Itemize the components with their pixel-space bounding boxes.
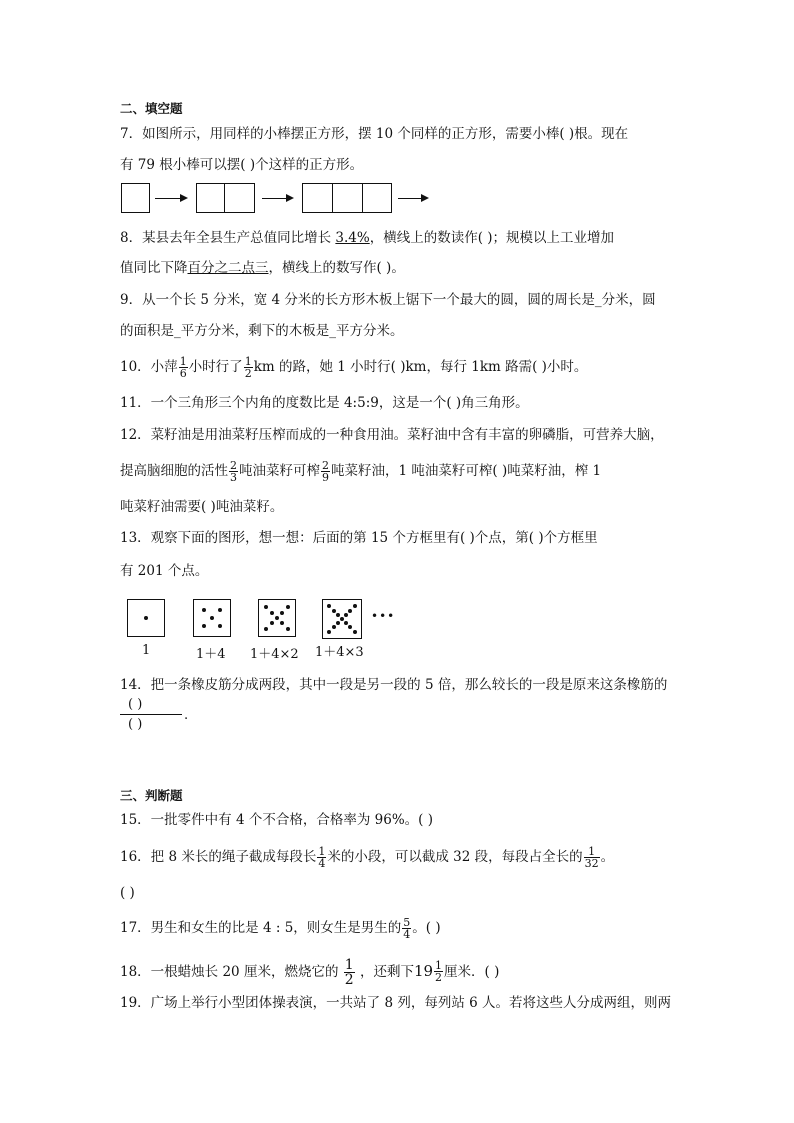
numerator: 1 [344, 957, 354, 973]
dot [286, 605, 290, 609]
dot [280, 621, 284, 625]
square-2b [224, 183, 255, 213]
section-title-judge: 三、判断题 [120, 788, 183, 803]
numerator: 1 [318, 845, 326, 858]
dot [332, 609, 336, 613]
dot [280, 611, 284, 615]
numerator: 2 [322, 459, 329, 472]
q14-line1: 14．把一条橡皮筋分成两段，其中一段是另一段的 5 倍，那么较长的一段是原来这条橡筋的 [120, 677, 668, 693]
dot [327, 630, 331, 634]
q18-line [120, 958, 499, 987]
q19-line: 19．广场上举行小型团体操表演，一共站了 8 列，每列站 6 人。若将这些人分成两组，则两 [120, 995, 672, 1011]
q17-line [120, 917, 441, 940]
square-3a [302, 183, 333, 213]
numerator: 1 [179, 355, 187, 368]
square-3b [332, 183, 363, 213]
q16-fraction-1 [317, 846, 326, 869]
denominator: 6 [179, 367, 187, 380]
denominator: 32 [584, 857, 599, 870]
q16-line2: ( ) [120, 885, 135, 901]
q12-text-c: 吨菜籽油，1 吨油菜籽可榨( )吨菜籽油，榨 1 [331, 463, 602, 479]
square-1 [121, 183, 150, 213]
q12-line1: 12．菜籽油是用油菜籽压榨而成的一种食用油。菜籽油中含有丰富的卵磷脂，可营养大脑， [120, 427, 664, 443]
q13-line2: 有 201 个点。 [120, 563, 209, 579]
denominator: 3 [230, 471, 237, 484]
numerator: 1 [584, 846, 600, 858]
section-title-fill: 二、填空题 [120, 101, 183, 116]
q7-line2: 有 79 根小棒可以摆( )个这样的正方形。 [120, 157, 364, 173]
q10-text-b: 小时行了 [188, 359, 243, 375]
q7-line1: 7．如图所示，用同样的小棒摆正方形，摆 10 个同样的正方形，需要小棒( )根。现在 [120, 126, 629, 142]
dot [286, 627, 290, 631]
q12-line3: 吨菜籽油需要( )吨油菜籽。 [120, 499, 284, 515]
dot [336, 621, 340, 625]
q12-line2 [120, 460, 601, 483]
denominator: 4 [318, 857, 326, 870]
numerator: 2 [230, 459, 237, 472]
square-3c [362, 183, 392, 213]
square-2a [196, 183, 225, 213]
arrow-1-head [180, 194, 188, 202]
arrow-3 [398, 198, 422, 199]
q9-line1: 9．从一个长 5 分米，宽 4 分米的长方形木板上锯下一个最大的圆，圆的周长是_分米，圆 [120, 292, 656, 308]
caption-2: 1＋4 [196, 647, 226, 662]
dot [348, 625, 352, 629]
q10-line [120, 356, 587, 379]
q18-text-c: 厘米．( ) [444, 964, 500, 980]
caption-4: 1＋4×3 [315, 645, 364, 660]
arrow-2-head [286, 194, 294, 202]
q16-line1 [120, 846, 614, 869]
dot-box-4 [322, 599, 362, 639]
dot [353, 604, 357, 608]
q8-underlined-words: 百分之二点三 [187, 260, 269, 276]
q10-text-a: 10．小萍 [120, 359, 178, 375]
q12-fraction-2 [321, 460, 330, 483]
dot [332, 625, 336, 629]
q16-text-a: 16．把 8 米长的绳子截成每段长 [120, 849, 317, 865]
q14-denominator: ( ) [128, 717, 143, 732]
denominator: 2 [344, 972, 354, 988]
q16-text-c: 。 [600, 849, 615, 865]
fraction-bar [120, 714, 182, 715]
caption-3: 1＋4×2 [250, 647, 299, 662]
dot [270, 611, 274, 615]
dot [344, 621, 348, 625]
q17-text-b: 。( ) [412, 920, 441, 936]
q14-period: . [184, 708, 189, 723]
numerator: 1 [435, 958, 443, 972]
dot-box-2 [193, 599, 231, 637]
dot [344, 613, 348, 617]
q8-line1 [120, 228, 614, 248]
q8-text-e: ，横线上的数写作( )。 [268, 260, 405, 276]
q18-fraction [344, 958, 355, 987]
dot [210, 616, 214, 620]
dot [270, 621, 274, 625]
q18-text-b: ，还剩下 [355, 964, 414, 980]
q16-fraction-2 [584, 846, 600, 869]
denominator: 4 [403, 928, 411, 941]
q12-text-a: 提高脑细胞的活性 [120, 463, 228, 479]
dot [264, 605, 268, 609]
q18-text-a: 18．一根蜡烛长 20 厘米，燃烧它的 [120, 964, 343, 980]
ellipsis: ••• [371, 609, 396, 623]
arrow-2 [262, 198, 287, 199]
q10-fraction-2 [244, 356, 253, 379]
q16-text-b: 米的小段，可以截成 32 段，每段占全长的 [327, 849, 583, 865]
q14-numerator: ( ) [128, 697, 143, 712]
dot [327, 604, 331, 608]
q8-line2 [120, 258, 405, 278]
dot [218, 624, 222, 628]
q10-fraction-1 [179, 356, 188, 379]
q18-mixed-fraction [434, 960, 443, 983]
q18-whole: 19 [413, 962, 434, 980]
q8-text-d: 值同比下降 [120, 260, 188, 276]
dot-box-3 [258, 599, 296, 637]
dot [340, 617, 344, 621]
dot [264, 627, 268, 631]
dot [336, 613, 340, 617]
q18-mixed-number [414, 960, 444, 983]
denominator: 2 [435, 970, 443, 984]
q17-text-a: 17．男生和女生的比是 4 : 5，则女生是男生的 [120, 920, 402, 936]
q12-text-b: 吨油菜籽可榨 [239, 463, 320, 479]
q8-text-a: 8．某县去年全县生产总值同比增长 [120, 230, 336, 246]
q12-fraction-1 [229, 460, 238, 483]
q10-text-c: km 的路，她 1 小时行( )km，每行 1km 路需( )小时。 [253, 359, 588, 375]
arrow-1 [155, 198, 181, 199]
dot [144, 616, 148, 620]
arrow-3-head [421, 194, 429, 202]
q13-line1: 13．观察下面的图形，想一想：后面的第 15 个方框里有( )个点，第( )个方框里 [120, 530, 598, 546]
denominator: 2 [244, 367, 252, 380]
numerator: 5 [403, 916, 411, 929]
dot-box-1 [127, 599, 165, 637]
numerator: 1 [244, 355, 252, 368]
denominator: 9 [322, 471, 329, 484]
dot [202, 608, 206, 612]
dot [275, 616, 279, 620]
dot [348, 609, 352, 613]
q8-underlined-number: 3.4% [335, 230, 370, 246]
q11-line: 11．一个三角形三个内角的度数比是 4:5:9，这是一个( )角三角形。 [120, 395, 529, 411]
caption-1: 1 [142, 643, 151, 658]
q8-text-c: ，横线上的数读作( )；规模以上工业增加 [369, 230, 615, 246]
dot [353, 630, 357, 634]
q17-fraction [402, 917, 411, 940]
dot [202, 624, 206, 628]
dot [218, 608, 222, 612]
q15-line: 15．一批零件中有 4 个不合格，合格率为 96%。( ) [120, 812, 433, 828]
q9-line2: 的面积是_平方分米，剩下的木板是_平方分米。 [120, 323, 404, 339]
